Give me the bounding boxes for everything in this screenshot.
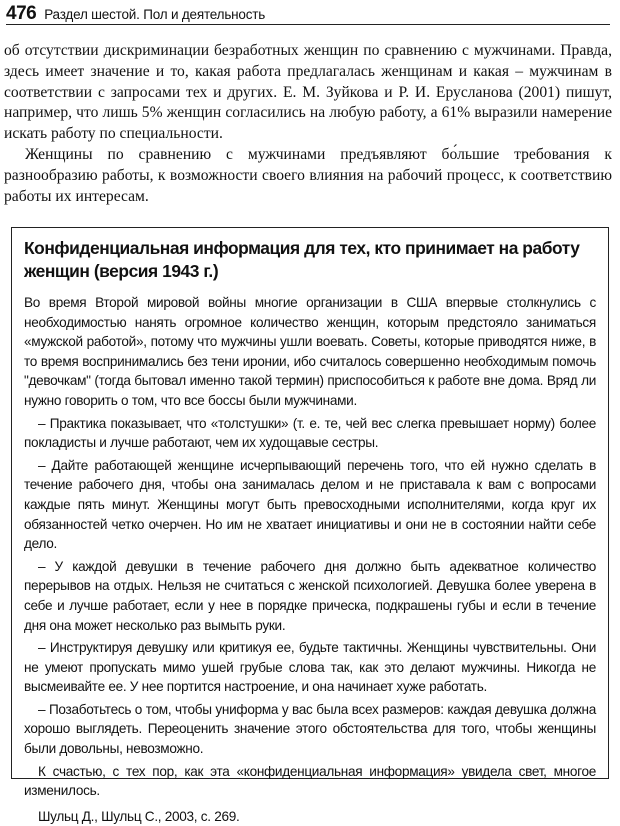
box-paragraph: К счастью, с тех пор, как эта «конфиденциальная информация» увидела свет, многое изменилось. — [24, 763, 596, 799]
section-title: Раздел шестой. Пол и деятельность — [44, 7, 266, 22]
body-paragraph: Женщины по сравнению с мужчинами предъявляют бо́льшие требования к разнообразию работы, к возможности своего влияния на рабочий процесс, к соответствию работы их интересам. — [4, 145, 612, 205]
page-number: 476 — [6, 3, 37, 24]
box-paragraph: – Дайте работающей женщине исчерпывающий перечень того, что ей нужно сделать в течение рабочего дня, чтобы она занималась делом и не приставала к вам с вопросами каждые пять минут. Женщины могут быть превосходными исполнителями, когда круг их обязанностей четко очерчен. Но им не хватает инициативы и они не в состоянии найти себе дело. — [24, 457, 596, 552]
box-paragraph: – Инструктируя девушку или критикуя ее, будьте тактичны. Женщины чувствительны. Они не умеют пропускать мимо ушей грубые слова так, как это делают мужчины. Никогда не высмеивайте ее. У нее портится настроение, и она начинает хуже работать. — [24, 640, 596, 695]
body-paragraph: об отсутствии дискриминации безработных женщин по сравнению с мужчинами. Правда, здесь имеет значение и то, какая работа предлагалась женщинам и какая – мужчинам в соответствии с запросами тех и других. Е. М. Зуйкова и Р. И. Ерусланова (2001) пишут, например, что лишь 5% женщин согласились на любую работу, а 61% выразили намерение искать работу по специальности. — [4, 42, 612, 143]
main-text — [4, 41, 612, 207]
box-text — [24, 293, 596, 801]
citation: Шульц Д., Шульц С., 2003, с. 269. — [38, 808, 240, 824]
box-paragraph: – Позаботьтесь о том, чтобы униформа у вас была всех размеров: каждая девушка должна хорошо выглядеть. Переоценить значение этого обстоятельства для того, чтобы женщины были довольны, невозможно. — [24, 701, 596, 757]
box-paragraph: – Практика показывает, что «толстушки» (т. е. те, чей вес слегка превышает норму) более покладисты и лучше работают, чем их худощавые сестры. — [24, 415, 596, 451]
box-paragraph: Во время Второй мировой войны многие организации в США впервые столкнулись с необходимостью нанять огромное количество женщин, которым предстояло заниматься «мужской работой», потому что мужчины ушли воевать. Советы, которые приводятся ниже, в то время воспринимались без тени иронии, ибо считалось совершенно необходимым помочь "девочкам" (тогда бытовал именно такой термин) приспособиться к работе вне дома. Вряд ли нужно говорить о том, что все боссы были мужчинами. — [24, 295, 596, 408]
sidebar-box — [11, 227, 609, 824]
running-header — [6, 2, 610, 25]
box-paragraph: – У каждой девушки в течение рабочего дня должно быть адекватное количество перерывов на отдых. Нельзя не считаться с женской психологией. Девушка более уверена в себе и лучше работает, если у нее в порядке прическа, подкрашены губы и если в течение дня она может несколько раз вымыть руки. — [24, 558, 596, 633]
box-title: Конфиденциальная информация для тех, кто принимает на работу женщин (версия 1943 г.) — [24, 238, 580, 281]
